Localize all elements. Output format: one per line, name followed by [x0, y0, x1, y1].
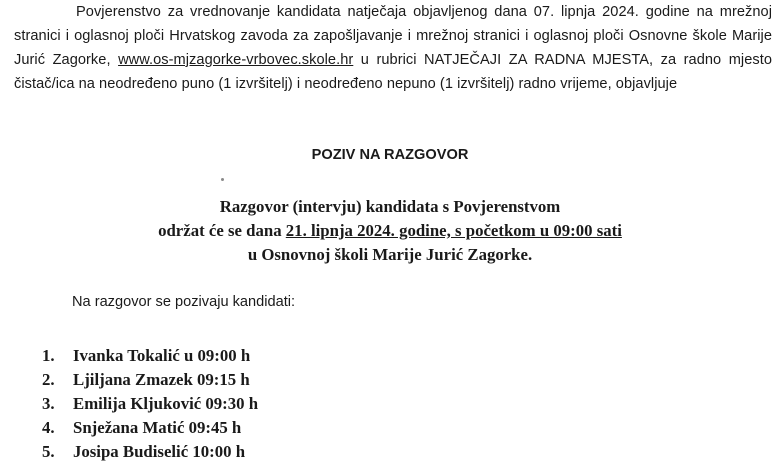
interview-date-time: 21. lipnja 2024. godine, s početkom u 09:00 sati — [285, 221, 622, 240]
candidate-item — [42, 416, 258, 440]
school-website-link[interactable]: www.os-mjzagorke-vrbovec.skole.hr — [118, 52, 354, 68]
candidate-text: Josipa Budiselić 10:00 h — [73, 442, 246, 461]
details-line-3: u Osnovnoj školi Marije Jurić Zagorke. — [247, 245, 533, 264]
candidate-list — [42, 344, 258, 464]
candidate-text: Snježana Matić 09:45 h — [73, 418, 242, 437]
candidate-item — [42, 440, 258, 464]
candidate-number: 5. — [42, 442, 55, 461]
candidate-number: 3. — [42, 394, 55, 413]
invite-text: Na razgovor se pozivaju kandidati: — [72, 294, 296, 310]
intro-text-after-link: u rubrici NATJEČAJI ZA RADNA MJESTA, za radno mjesto čistač/ica na neodređeno puno (1 izvršitelj) i neodređeno nepuno (1 izvršitelj) radno vrijeme, objavljuje — [14, 52, 772, 92]
document-heading: POZIV NA RAZGOVOR — [311, 147, 469, 163]
candidate-number: 1. — [42, 346, 55, 365]
scan-speck — [221, 178, 224, 181]
intro-text-before-link: Povjerenstvo za vrednovanje kandidata natječaja objavljenog dana 07. lipnja 2024. godine na mrežnoj stranici i oglasnoj ploči Hrvatskog zavoda za zapošljavanje i mrežnoj stranici i oglasnoj ploči Osnovne škole Marije Jurić Zagorke, — [14, 4, 772, 68]
candidate-text: Ljiljana Zmazek 09:15 h — [73, 370, 250, 389]
details-line-2-prefix: održat će se dana — [158, 221, 286, 240]
candidate-text: Emilija Kljuković 09:30 h — [73, 394, 259, 413]
details-line-2 — [0, 219, 780, 243]
candidate-item — [42, 344, 258, 368]
candidate-item — [42, 392, 258, 416]
details-line-1: Razgovor (intervju) kandidata s Povjerenstvom — [219, 197, 561, 216]
interview-details — [0, 195, 780, 267]
candidate-item — [42, 368, 258, 392]
candidate-number: 2. — [42, 370, 55, 389]
candidate-number: 4. — [42, 418, 55, 437]
intro-paragraph — [14, 0, 772, 96]
candidate-text: Ivanka Tokalić u 09:00 h — [73, 346, 251, 365]
